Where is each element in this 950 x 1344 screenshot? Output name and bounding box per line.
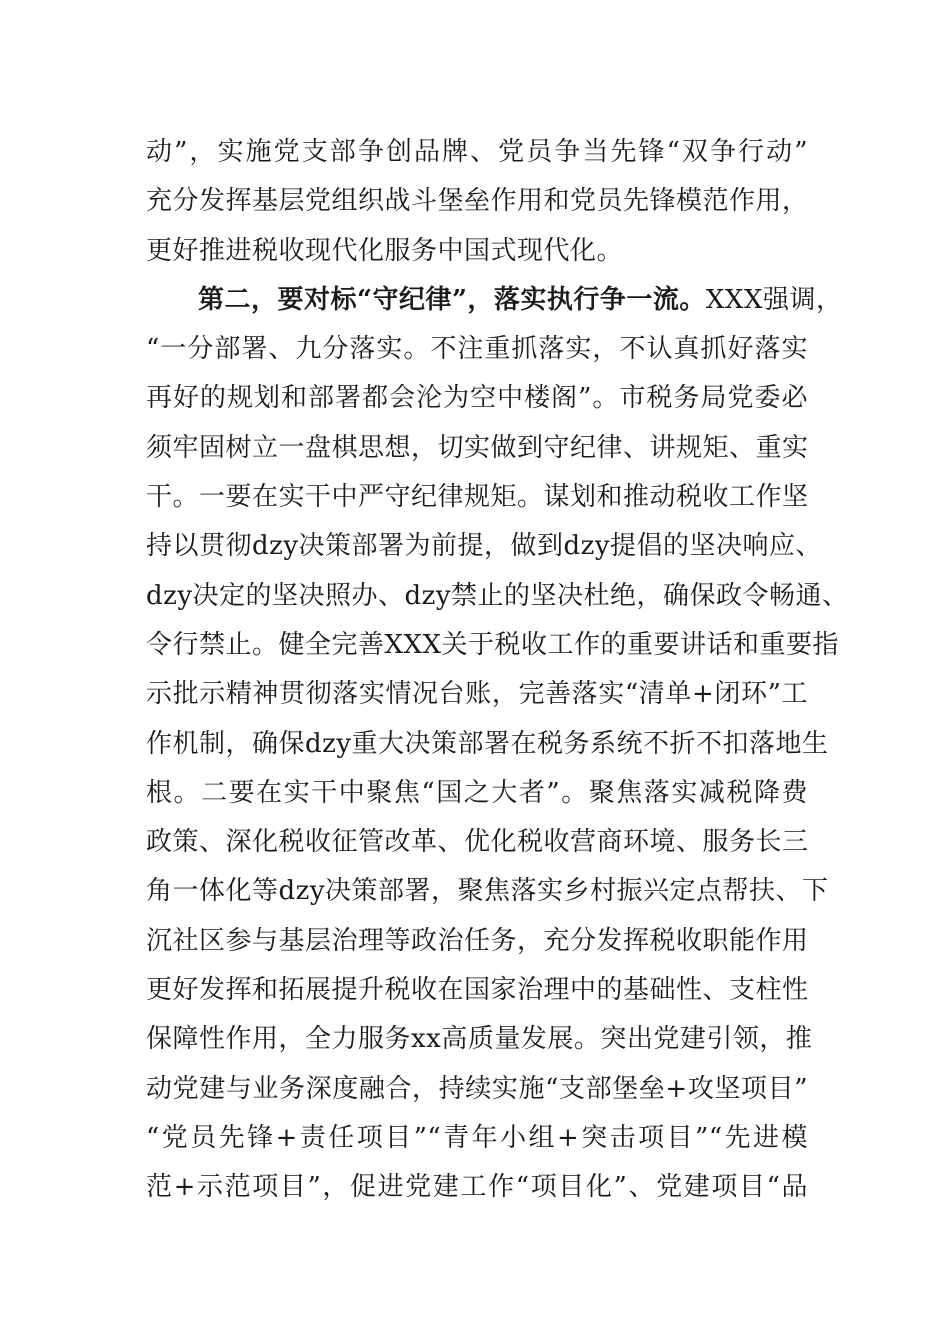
paragraph-2-line-17: 动党建与业务深度融合，持续实施“支部堡垒+攻坚项目”	[146, 1073, 808, 1104]
paragraph-2-heading: 第二，要对标“守纪律”，落实执行争一流。	[198, 284, 706, 315]
paragraph-2-line-18: “党员先锋+责任项目”“青年小组+突击项目”“先进模	[146, 1122, 808, 1153]
paragraph-2-line-15: 更好发挥和拓展提升税收在国家治理中的基础性、支柱性	[146, 975, 809, 1006]
paragraph-2-line-6: 持以贯彻dzy决策部署为前提，做到dzy提倡的坚决响应、	[146, 531, 823, 562]
paragraph-2-line-16: 保障性作用，全力服务xx高质量发展。突出党建引领，推	[146, 1024, 813, 1055]
document-body	[146, 128, 849, 1213]
paragraph-2-line-12: 政策、深化税收征管改革、优化税收营商环境、服务长三	[146, 827, 809, 858]
paragraph-2-line-10: 作机制，确保dzy重大决策部署在税务系统不折不扣落地生	[146, 728, 829, 759]
paragraph-2-line-1	[146, 276, 843, 325]
paragraph-2-line-7: dzy决定的坚决照办、dzy禁止的坚决杜绝，确保政令畅通、	[146, 580, 849, 611]
paragraph-2-line-2: “一分部署、九分落实。不注重抓落实，不认真抓好落实	[146, 334, 808, 365]
paragraph-2-line-19: 范+示范项目”，促进党建工作“项目化”、党建项目“品	[146, 1172, 808, 1203]
paragraph-1-line-2: 充分发挥基层党组织战斗堡垒作用和党员先锋模范作用，	[146, 186, 809, 217]
paragraph-2-line-13: 角一体化等dzy决策部署，聚焦落实乡村振兴定点帮扶、下	[146, 876, 829, 907]
paragraph-2-line-8: 令行禁止。健全完善XXX关于税收工作的重要讲话和重要指	[146, 629, 840, 660]
paragraph-1-line-1: 动”，实施党支部争创品牌、党员争当先锋“双争行动”	[146, 137, 808, 167]
paragraph-2-line-11: 根。二要在实干中聚焦“国之大者”。聚焦落实减税降费	[146, 777, 808, 808]
paragraph-2-line-4: 须牢固树立一盘棋思想，切实做到守纪律、讲规矩、重实	[146, 432, 809, 463]
paragraph-2-line-3: 再好的规划和部署都会沦为空中楼阁”。市税务局党委必	[146, 383, 808, 414]
paragraph-2-line-5: 干。一要在实干中严守纪律规矩。谋划和推动税收工作坚	[146, 482, 809, 513]
paragraph-1-line-3: 更好推进税收现代化服务中国式现代化。	[146, 235, 624, 266]
paragraph-2-line-14: 沉社区参与基层治理等政治任务，充分发挥税收职能作用	[146, 925, 809, 956]
paragraph-2-line-9: 示批示精神贯彻落实情况台账，完善落实“清单+闭环”工	[146, 679, 808, 710]
paragraph-2-first-line-rest: XXX强调，	[705, 284, 843, 315]
